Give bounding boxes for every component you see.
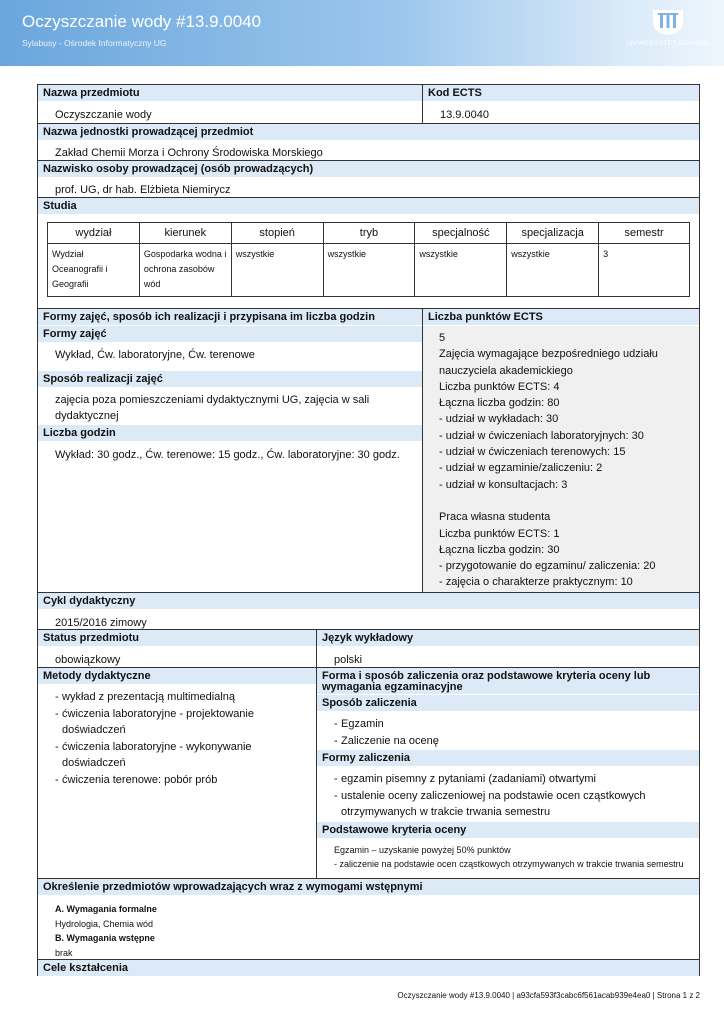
status-label: Status przedmiotu: [38, 630, 316, 647]
goals-label: Cele kształcenia: [38, 960, 699, 977]
page-subtitle: Sylabusy - Ośrodek Informatyczny UG: [22, 38, 167, 48]
prereq-label: Określenie przedmiotów wprowadzających wraz z wymogami wstępnymi: [38, 879, 699, 896]
prereq-details: [38, 896, 699, 960]
list-item: - Egzamin: [334, 716, 691, 733]
studia-cell-value: wszystkie: [231, 244, 323, 297]
list-item: - ćwiczenia laboratoryjne - projektowanie doświadczeń: [55, 706, 308, 739]
studia-header: stopień: [231, 223, 323, 244]
ects-line: - udział w konsultacjach: 3: [439, 478, 568, 491]
unit-cell: [38, 124, 699, 161]
studia-cell-value: wszystkie: [415, 244, 507, 297]
teacher-label: Nazwisko osoby prowadzącej (osób prowadzących): [38, 161, 699, 178]
cycle-value: 2015/2016 zimowy: [55, 617, 147, 629]
list-item: - ustalenie oceny zaliczeniowej na podstawie ocen cząstkowych otrzymywanych w trakcie trwania semestru: [334, 788, 691, 821]
course-name-label: Nazwa przedmiotu: [38, 85, 422, 102]
studia-header: wydział: [48, 223, 140, 244]
studia-header: tryb: [323, 223, 415, 244]
studia-cell-value: Wydział Oceanografii i Geografii: [48, 244, 140, 297]
assessment-criteria-label: Podstawowe kryteria oceny: [317, 822, 699, 839]
assessment-label: Forma i sposób zaliczenia oraz podstawowe kryteria oceny lub wymagania egzaminacyjne: [317, 668, 699, 695]
ects-line: Praca własna studenta: [439, 511, 551, 524]
ects-points-details: [423, 326, 699, 591]
studia-data-row: [48, 244, 690, 297]
prereq-cell: [38, 879, 699, 960]
university-crest-icon: [651, 6, 685, 36]
methods-cell: [38, 668, 316, 788]
prereq-formal-value: Hydrologia, Chemia wód: [55, 918, 154, 929]
status-cell: [38, 630, 316, 668]
ects-line: - udział w ćwiczeniach laboratoryjnych: 30: [439, 429, 644, 442]
ects-line: - zajęcia o charakterze praktycznym: 10: [439, 576, 633, 589]
studia-cell-value: wszystkie: [507, 244, 599, 297]
forms-section-label: Formy zajęć, sposób ich realizacji i przypisana im liczba godzin: [38, 309, 422, 326]
language-label: Język wykładowy: [317, 630, 699, 647]
teacher-cell: [38, 161, 699, 198]
prereq-initial-label: B. Wymagania wstępne: [55, 933, 155, 943]
studia-header: specjalizacja: [507, 223, 599, 244]
ects-line: Zajęcia wymagające bezpośredniego udziału: [439, 348, 658, 361]
status-value: obowiązkowy: [55, 654, 121, 666]
assessment-criteria: [317, 839, 699, 872]
ects-line: 5: [439, 332, 446, 344]
studia-label: Studia: [38, 198, 699, 215]
studia-header-row: [48, 223, 690, 244]
teacher-value: prof. UG, dr hab. Elżbieta Niemirycz: [55, 184, 231, 196]
assessment-cell: [317, 668, 699, 872]
studia-header: semestr: [599, 223, 690, 244]
ects-line: - udział w ćwiczeniach terenowych: 15: [439, 446, 626, 459]
studia-header: specjalność: [415, 223, 507, 244]
ects-line: Łączna liczba godzin: 80: [439, 397, 560, 410]
hours-label: Liczba godzin: [38, 425, 422, 442]
studia-table: [47, 222, 690, 297]
studia-header: kierunek: [139, 223, 231, 244]
prereq-initial-value: brak: [55, 947, 73, 958]
page-footer: Oczyszczanie wody #13.9.0040 | a93cfa593f3cabc6f561acab939e4ea0 | Strona 1 z 2: [397, 991, 700, 1000]
forms-section: [38, 309, 422, 463]
page-header-banner: [0, 0, 724, 66]
method-value: zajęcia poza pomieszczeniami dydaktycznymi UG, zajęcia w sali dydaktycznej: [55, 394, 370, 422]
syllabus-table: [37, 84, 700, 976]
ects-line: - udział w wykładach: 30: [439, 413, 559, 426]
method-label: Sposób realizacji zajęć: [38, 371, 422, 388]
ects-code-label: Kod ECTS: [423, 85, 699, 102]
list-item: - Zaliczenie na ocenę: [334, 733, 691, 750]
methods-list: [38, 685, 316, 788]
language-cell: [317, 630, 699, 668]
course-name-value: Oczyszczanie wody: [55, 109, 152, 121]
ects-line: Łączna liczba godzin: 30: [439, 543, 560, 556]
ects-line: - udział w egzaminie/zaliczeniu: 2: [439, 462, 603, 475]
studia-cell: [38, 198, 699, 215]
ects-line: - przygotowanie do egzaminu/ zaliczenia: 20: [439, 560, 656, 573]
unit-value: Zakład Chemii Morza i Ochrony Środowiska Morskiego: [55, 147, 323, 159]
cycle-cell: [38, 593, 699, 631]
university-logo: [624, 6, 712, 47]
cycle-label: Cykl dydaktyczny: [38, 593, 699, 610]
assessment-forms-list: [317, 767, 699, 822]
ects-line: Liczba punktów ECTS: 4: [439, 380, 560, 393]
studia-cell-value: Gospodarka wodna i ochrona zasobów wód: [139, 244, 231, 297]
forms-label: Formy zajęć: [38, 326, 422, 343]
ects-points-label: Liczba punktów ECTS: [423, 309, 699, 326]
assessment-method-list: [317, 712, 699, 750]
criteria-line: - zaliczenie na podstawie ocen cząstkowych otrzymywanych w trakcie trwania semestru: [334, 859, 684, 869]
studia-cell-value: wszystkie: [323, 244, 415, 297]
ects-line: [439, 493, 699, 509]
course-name-cell: [38, 85, 422, 123]
ects-code-value: 13.9.0040: [440, 109, 489, 121]
studia-cell-value: 3: [599, 244, 690, 297]
goals-cell: [38, 960, 699, 977]
list-item: - ćwiczenia laboratoryjne - wykonywanie doświadczeń: [55, 739, 308, 772]
ects-points-cell: [423, 309, 699, 592]
criteria-line: Egzamin – uzyskanie powyżej 50% punktów: [334, 844, 511, 855]
unit-label: Nazwa jednostki prowadzącej przedmiot: [38, 124, 699, 141]
assessment-method-label: Sposób zaliczenia: [317, 695, 699, 712]
page-title: Oczyszczanie wody #13.9.0040: [22, 12, 262, 31]
university-name: UNIWERSYTET GDAŃSKI: [626, 40, 710, 47]
assessment-forms-label: Formy zaliczenia: [317, 750, 699, 767]
prereq-formal-label: A. Wymagania formalne: [55, 904, 157, 914]
list-item: - wykład z prezentacją multimedialną: [55, 689, 308, 706]
list-item: - egzamin pisemny z pytaniami (zadaniami) otwartymi: [334, 771, 691, 788]
language-value: polski: [334, 654, 363, 666]
forms-value: Wykład, Ćw. laboratoryjne, Ćw. terenowe: [55, 349, 255, 361]
methods-label: Metody dydaktyczne: [38, 668, 316, 685]
ects-code-cell: [423, 85, 699, 123]
hours-value: Wykład: 30 godz., Ćw. terenowe: 15 godz., Ćw. laboratoryjne: 30 godz.: [55, 449, 400, 461]
list-item: - ćwiczenia terenowe: pobór prób: [55, 772, 308, 789]
ects-line: nauczyciela akademickiego: [439, 364, 573, 377]
ects-line: Liczba punktów ECTS: 1: [439, 527, 560, 540]
